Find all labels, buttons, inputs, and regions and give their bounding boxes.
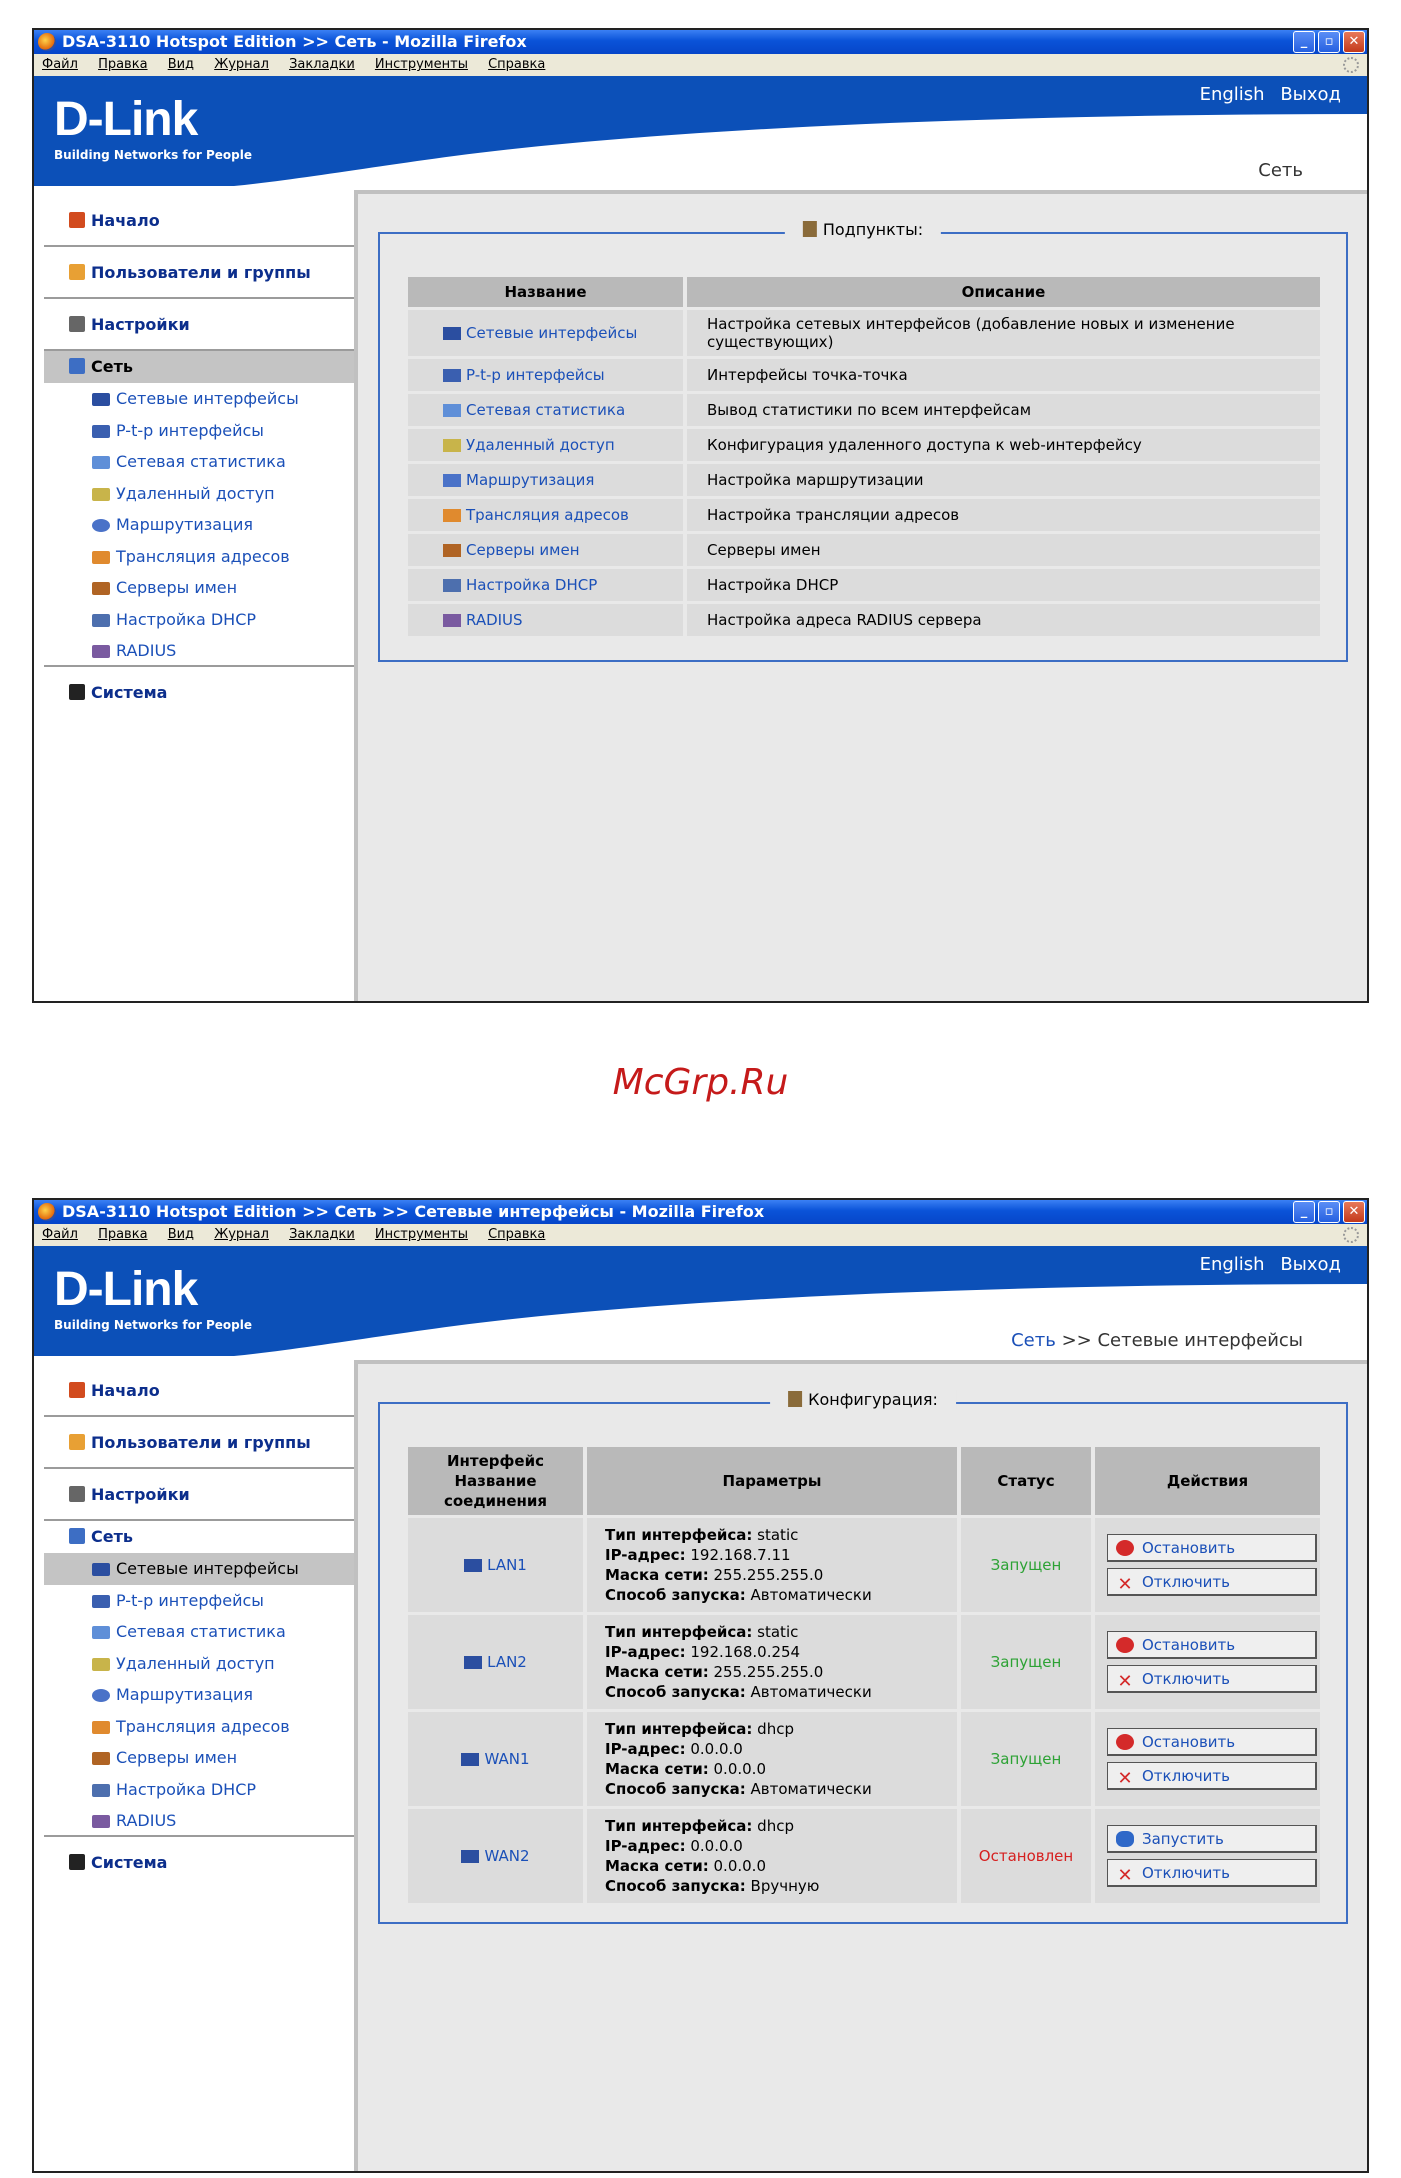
- table-row: [408, 499, 1320, 531]
- table-row: [408, 604, 1320, 636]
- close-icon: ✕: [1117, 1768, 1133, 1789]
- ptp-icon: [92, 1595, 110, 1608]
- table-row: [408, 1809, 1320, 1903]
- interfaces-table: [404, 1444, 1324, 1906]
- subitem-description: Конфигурация удаленного доступа к web-интерфейсу: [687, 429, 1320, 461]
- subitems-fieldset: [378, 220, 1348, 662]
- watermark: McGrp.Ru: [612, 1062, 789, 1103]
- sidebar-item-system[interactable]: Система: [44, 667, 374, 719]
- routing-icon: [92, 1689, 110, 1702]
- subitem-link[interactable]: Настройка DHCP: [408, 569, 683, 601]
- stop-icon: [1116, 1734, 1134, 1750]
- close-icon: ✕: [1117, 1574, 1133, 1595]
- network-card-icon: [461, 1850, 479, 1863]
- table-row: [408, 1712, 1320, 1806]
- table-row: [408, 429, 1320, 461]
- dhcp-icon: [92, 1784, 110, 1797]
- breadcrumb-separator: >>: [1055, 1330, 1098, 1351]
- network-icon: [69, 358, 85, 374]
- users-icon: [69, 1434, 85, 1450]
- radius-icon: [443, 614, 461, 627]
- sidebar-sub-dhcp[interactable]: Настройка DHCP: [44, 1774, 374, 1806]
- stop-icon: [1116, 1637, 1134, 1653]
- status-badge: Остановлен: [961, 1809, 1091, 1903]
- firefox-icon: [38, 33, 56, 51]
- config-icon: [788, 1391, 802, 1407]
- dlink-logo: D-Link: [54, 93, 198, 146]
- menu-tools[interactable]: Инструменты: [374, 57, 468, 72]
- sidebar-sub-dns[interactable]: Серверы имен: [44, 1742, 374, 1774]
- breadcrumb: [1011, 1330, 1303, 1351]
- subitem-description: Настройка сетевых интерфейсов (добавление новых и изменение существующих): [687, 310, 1320, 356]
- configuration-fieldset: [378, 1390, 1348, 1924]
- menu-edit[interactable]: Правка: [98, 57, 148, 72]
- window-titlebar: [34, 1200, 1367, 1224]
- network-card-icon: [461, 1753, 479, 1766]
- users-icon: [69, 264, 85, 280]
- stop-icon: [1116, 1540, 1134, 1556]
- window-title: DSA-3110 Hotspot Edition >> Сеть - Mozilla Firefox: [62, 32, 527, 51]
- dhcp-icon: [443, 579, 461, 592]
- ptp-icon: [92, 425, 110, 438]
- sidebar-sub-stats[interactable]: Сетевая статистика: [44, 446, 374, 478]
- menu-help[interactable]: Справка: [488, 57, 546, 72]
- menu-view[interactable]: Вид: [167, 1227, 195, 1242]
- status-badge: Запущен: [961, 1518, 1091, 1612]
- menu-bar: [34, 54, 1367, 76]
- sidebar-sub-dns[interactable]: Серверы имен: [44, 572, 374, 604]
- interface-params: Тип интерфейса: static IP-адрес: 192.168.0.254 Маска сети: 255.255.255.0 Способ запуска: Автоматически: [587, 1615, 957, 1709]
- table-row: [408, 569, 1320, 601]
- subitem-link[interactable]: P-t-p интерфейсы: [408, 359, 683, 391]
- logo-tagline: Building Networks for People: [54, 1318, 252, 1332]
- fieldset-legend: Конфигурация:: [770, 1390, 956, 1409]
- english-link[interactable]: English: [1199, 1254, 1265, 1275]
- actions-cell: [1095, 1518, 1320, 1612]
- routing-icon: [92, 519, 110, 532]
- menu-help[interactable]: Справка: [488, 1227, 546, 1242]
- chart-icon: [92, 1626, 110, 1639]
- sidebar-sub-remote[interactable]: Удаленный доступ: [44, 478, 374, 510]
- interface-params: Тип интерфейса: dhcp IP-адрес: 0.0.0.0 Маска сети: 0.0.0.0 Способ запуска: Вручную: [587, 1809, 957, 1903]
- nat-icon: [92, 551, 110, 564]
- disable-button[interactable]: ✕ Отключить: [1107, 1762, 1317, 1790]
- subitem-link[interactable]: RADIUS: [408, 604, 683, 636]
- sidebar-item-users[interactable]: Пользователи и группы: [44, 1417, 364, 1469]
- network-card-icon: [443, 327, 461, 340]
- fieldset-legend: Подпункты:: [785, 220, 941, 239]
- name-servers-icon: [92, 582, 110, 595]
- window-title: DSA-3110 Hotspot Edition >> Сеть >> Сетевые интерфейсы - Mozilla Firefox: [62, 1202, 765, 1221]
- menu-bar: [34, 1224, 1367, 1246]
- sidebar-item-system[interactable]: Система: [44, 1837, 374, 1889]
- subitem-link[interactable]: Сетевые интерфейсы: [408, 310, 683, 356]
- sidebar-sub-interfaces[interactable]: Сетевые интерфейсы: [44, 383, 374, 415]
- actions-cell: [1095, 1809, 1320, 1903]
- minimize-button[interactable]: _: [1293, 1201, 1315, 1223]
- sidebar-sub-radius[interactable]: RADIUS: [44, 1805, 364, 1837]
- network-icon: [69, 1528, 85, 1544]
- table-row: [408, 394, 1320, 426]
- subitem-description: Серверы имен: [687, 534, 1320, 566]
- throbber-icon: [1343, 1227, 1359, 1243]
- name-servers-icon: [443, 544, 461, 557]
- interface-link[interactable]: WAN1: [408, 1712, 583, 1806]
- content-panel: [354, 190, 1369, 1003]
- system-icon: [69, 1854, 85, 1870]
- breadcrumb-current: Сетевые интерфейсы: [1097, 1330, 1303, 1351]
- menu-history[interactable]: Журнал: [214, 57, 269, 72]
- sidebar-sub-radius[interactable]: RADIUS: [44, 635, 364, 667]
- start-button[interactable]: Запустить: [1107, 1825, 1317, 1853]
- sidebar-item-home[interactable]: Начало: [44, 195, 364, 247]
- subitem-link[interactable]: Серверы имен: [408, 534, 683, 566]
- sidebar-sub-ptp[interactable]: P-t-p интерфейсы: [44, 415, 374, 447]
- status-badge: Запущен: [961, 1712, 1091, 1806]
- logout-link[interactable]: Выход: [1280, 1254, 1341, 1275]
- sidebar: [44, 1365, 374, 1889]
- subitem-description: Настройка трансляции адресов: [687, 499, 1320, 531]
- chart-icon: [92, 456, 110, 469]
- close-button[interactable]: ✕: [1343, 1201, 1365, 1223]
- sidebar-sub-ptp[interactable]: P-t-p интерфейсы: [44, 1585, 374, 1617]
- table-row: [408, 1615, 1320, 1709]
- subitem-description: Настройка DHCP: [687, 569, 1320, 601]
- firefox-icon: [38, 1203, 56, 1221]
- column-header-actions: Действия: [1095, 1447, 1320, 1515]
- disable-button[interactable]: ✕ Отключить: [1107, 1665, 1317, 1693]
- actions-cell: [1095, 1615, 1320, 1709]
- sidebar-sub-dhcp[interactable]: Настройка DHCP: [44, 604, 374, 636]
- network-card-icon: [464, 1656, 482, 1669]
- breadcrumb-current: Сеть: [1258, 160, 1303, 181]
- table-row: [408, 359, 1320, 391]
- minimize-button[interactable]: _: [1293, 31, 1315, 53]
- menu-file[interactable]: Файл: [42, 57, 78, 72]
- start-icon: [1116, 1831, 1134, 1847]
- interface-params: Тип интерфейса: static IP-адрес: 192.168.7.11 Маска сети: 255.255.255.0 Способ запуска: Автоматически: [587, 1518, 957, 1612]
- breadcrumb-link-network[interactable]: Сеть: [1011, 1330, 1056, 1351]
- menu-file[interactable]: Файл: [42, 1227, 78, 1242]
- radius-icon: [92, 1815, 110, 1828]
- sidebar-item-network[interactable]: Сеть: [44, 1521, 374, 1553]
- breadcrumb: [1258, 160, 1303, 181]
- subitem-link[interactable]: Удаленный доступ: [408, 429, 683, 461]
- home-icon: [69, 212, 85, 228]
- menu-history[interactable]: Журнал: [214, 1227, 269, 1242]
- remote-access-icon: [92, 1658, 110, 1671]
- nat-icon: [92, 1721, 110, 1734]
- sidebar-sub-nat[interactable]: Трансляция адресов: [44, 541, 374, 573]
- stop-button[interactable]: Остановить: [1107, 1534, 1317, 1562]
- sidebar-sub-interfaces[interactable]: Сетевые интерфейсы: [44, 1553, 374, 1585]
- actions-cell: [1095, 1712, 1320, 1806]
- subitems-table: [404, 274, 1324, 639]
- column-header-name: Название: [408, 277, 683, 307]
- menu-view[interactable]: Вид: [167, 57, 195, 72]
- subitem-description: Настройка маршрутизации: [687, 464, 1320, 496]
- network-card-icon: [464, 1559, 482, 1572]
- logout-link[interactable]: Выход: [1280, 84, 1341, 105]
- interface-link[interactable]: LAN2: [408, 1615, 583, 1709]
- interface-params: Тип интерфейса: dhcp IP-адрес: 0.0.0.0 Маска сети: 0.0.0.0 Способ запуска: Автоматически: [587, 1712, 957, 1806]
- network-card-icon: [92, 1563, 110, 1576]
- chart-icon: [443, 404, 461, 417]
- dlink-logo: D-Link: [54, 1263, 198, 1316]
- screenshot-network-interfaces: [32, 1198, 1369, 2173]
- column-header-params: Параметры: [587, 1447, 957, 1515]
- column-header-interface: Интерфейс Название соединения: [408, 1447, 583, 1515]
- sidebar-sub-nat[interactable]: Трансляция адресов: [44, 1711, 374, 1743]
- header-banner: [34, 76, 1369, 186]
- subitem-link[interactable]: Маршрутизация: [408, 464, 683, 496]
- screenshot-network-overview: [32, 28, 1369, 1003]
- list-icon: [803, 221, 817, 237]
- menu-bookmarks[interactable]: Закладки: [289, 57, 355, 72]
- close-icon: ✕: [1117, 1865, 1133, 1886]
- menu-bookmarks[interactable]: Закладки: [289, 1227, 355, 1242]
- disable-button[interactable]: ✕ Отключить: [1107, 1568, 1317, 1596]
- sidebar-sub-routing[interactable]: Маршрутизация: [44, 509, 374, 541]
- column-header-description: Описание: [687, 277, 1320, 307]
- home-icon: [69, 1382, 85, 1398]
- table-row: [408, 310, 1320, 356]
- stop-button[interactable]: Остановить: [1107, 1631, 1317, 1659]
- english-link[interactable]: English: [1199, 84, 1265, 105]
- remote-access-icon: [443, 439, 461, 452]
- subitem-description: Интерфейсы точка-точка: [687, 359, 1320, 391]
- table-row: [408, 534, 1320, 566]
- sidebar-item-settings[interactable]: Настройки: [44, 1469, 364, 1521]
- close-icon: ✕: [1117, 1671, 1133, 1692]
- nat-icon: [443, 509, 461, 522]
- system-icon: [69, 684, 85, 700]
- disable-button[interactable]: ✕ Отключить: [1107, 1859, 1317, 1887]
- content-panel: [354, 1360, 1369, 2173]
- column-header-status: Статус: [961, 1447, 1091, 1515]
- table-row: [408, 464, 1320, 496]
- tools-icon: [69, 1486, 85, 1502]
- close-button[interactable]: ✕: [1343, 31, 1365, 53]
- table-row: [408, 1518, 1320, 1612]
- sidebar-item-network[interactable]: Сеть: [44, 351, 374, 383]
- sidebar: [44, 195, 374, 719]
- window-titlebar: [34, 30, 1367, 54]
- dhcp-icon: [92, 614, 110, 627]
- menu-edit[interactable]: Правка: [98, 1227, 148, 1242]
- sidebar-sub-routing[interactable]: Маршрутизация: [44, 1679, 374, 1711]
- interface-link[interactable]: WAN2: [408, 1809, 583, 1903]
- remote-access-icon: [92, 488, 110, 501]
- sidebar-item-settings[interactable]: Настройки: [44, 299, 364, 351]
- logo-tagline: Building Networks for People: [54, 148, 252, 162]
- sidebar-item-users[interactable]: Пользователи и группы: [44, 247, 364, 299]
- ptp-icon: [443, 369, 461, 382]
- subitem-link[interactable]: Сетевая статистика: [408, 394, 683, 426]
- interface-link[interactable]: LAN1: [408, 1518, 583, 1612]
- subitem-description: Вывод статистики по всем интерфейсам: [687, 394, 1320, 426]
- subitem-link[interactable]: Трансляция адресов: [408, 499, 683, 531]
- stop-button[interactable]: Остановить: [1107, 1728, 1317, 1756]
- sidebar-sub-stats[interactable]: Сетевая статистика: [44, 1616, 374, 1648]
- network-card-icon: [92, 393, 110, 406]
- subitem-description: Настройка адреса RADIUS сервера: [687, 604, 1320, 636]
- name-servers-icon: [92, 1752, 110, 1765]
- status-badge: Запущен: [961, 1615, 1091, 1709]
- maximize-button[interactable]: ▫: [1318, 31, 1340, 53]
- menu-tools[interactable]: Инструменты: [374, 1227, 468, 1242]
- sidebar-item-home[interactable]: Начало: [44, 1365, 364, 1417]
- throbber-icon: [1343, 57, 1359, 73]
- tools-icon: [69, 316, 85, 332]
- sidebar-sub-remote[interactable]: Удаленный доступ: [44, 1648, 374, 1680]
- maximize-button[interactable]: ▫: [1318, 1201, 1340, 1223]
- radius-icon: [92, 645, 110, 658]
- routing-icon: [443, 474, 461, 487]
